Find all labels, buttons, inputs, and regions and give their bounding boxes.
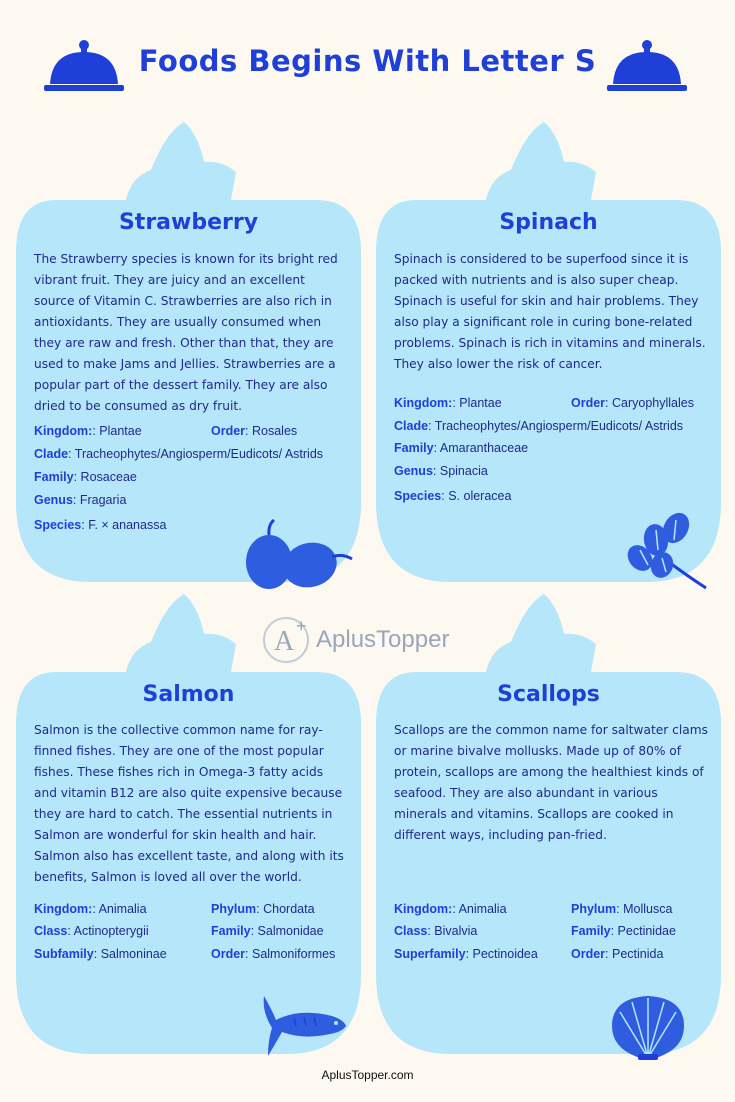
svg-text:+: +: [296, 616, 307, 636]
fish-icon: [254, 990, 349, 1060]
fact-genus: Genus: Spinacia: [394, 464, 488, 478]
fact-kingdom: Kingdom:: Plantae: [34, 424, 142, 438]
card-title: Strawberry: [118, 210, 259, 235]
fact-family: Family: Pectinidae: [571, 924, 676, 938]
fact-subfamily: Subfamily: Salmoninae: [34, 947, 167, 961]
fact-order: Order: Pectinida: [571, 947, 664, 961]
fact-family: Family: Amaranthaceae: [394, 441, 529, 455]
card-description: Spinach is considered to be superfood since it is packed with nutrients and is also super cheap. Spinach is useful for skin and hair problems. They also play a significant role in curing bone-related problems. Spinach is rich in vitamins and minerals. They also lower the risk of cancer.: [394, 252, 706, 371]
fact-phylum: Phylum: Chordata: [211, 902, 315, 916]
strawberry-card: [16, 122, 361, 592]
card-description: Scallops are the common name for saltwater clams or marine bivalve mollusks. Made up of 80% of protein, scallops are among the healthiest kinds of seafood. They are also abundant in various minerals and vitamins. Scallops are cooked in different ways, including pan-fried.: [394, 723, 708, 842]
card-title: Spinach: [499, 210, 598, 235]
fact-family: Family: Rosaceae: [34, 470, 137, 484]
fact-family: Family: Salmonidae: [211, 924, 324, 938]
scallop-shell-icon: [608, 992, 688, 1062]
logo-icon: [262, 610, 316, 666]
fact-superfamily: Superfamily: Pectinoidea: [394, 947, 538, 961]
fact-phylum: Phylum: Mollusca: [571, 902, 673, 916]
fact-clade: Clade: Tracheophytes/Angiosperm/Eudicots/ Astrids: [394, 419, 684, 433]
footer-site: AplusTopper.com: [321, 1068, 414, 1082]
card-title: Scallops: [497, 682, 600, 707]
fact-clade: Clade: Tracheophytes/Angiosperm/Eudicots/ Astrids: [34, 447, 324, 461]
page-title: Foods Begins With Letter S: [138, 44, 597, 78]
fact-species: Species: S. oleracea: [394, 489, 512, 503]
spinach-leaf-icon: [626, 510, 711, 590]
fact-order: Order: Caryophyllales: [571, 396, 694, 410]
fact-kingdom: Kingdom:: Animalia: [394, 902, 507, 916]
fact-genus: Genus: Fragaria: [34, 493, 127, 507]
fact-kingdom: Kingdom:: Animalia: [34, 902, 147, 916]
cloche-icon: [607, 38, 687, 98]
card-description: The Strawberry species is known for its bright red vibrant fruit. They are juicy and an excellent source of Vitamin C. Strawberries are also rich in antioxidants. They are usually consumed when they are raw and fresh. Other than that, they are used to make Jams and Jellies. Strawberries are a popular part of the dessert family. They are also dried to be consumed as dry fruit.: [34, 252, 338, 413]
fact-order: Order: Rosales: [211, 424, 298, 438]
watermark-logo: [262, 610, 482, 670]
fruit-icon: [244, 517, 354, 592]
card-title: Salmon: [142, 682, 235, 707]
fact-class: Class: Actinopterygii: [34, 924, 149, 938]
card-description: Salmon is the collective common name for ray-finned fishes. They are one of the most popular fishes. These fishes rich in Omega-3 fatty acids and vitamin B12 are also quite expensive because they are hard to catch. The essential nutrients in Salmon are wonderful for skin health and hair. Salmon also has excellent taste, and along with its benefits, Salmon is loved all over the world.: [34, 723, 344, 884]
fact-class: Class: Bivalvia: [394, 924, 478, 938]
watermark-text: AplusTopper: [316, 626, 450, 653]
fact-order: Order: Salmoniformes: [211, 947, 336, 961]
spinach-card: [376, 122, 721, 592]
fact-species: Species: F. × ananassa: [34, 518, 167, 532]
fact-kingdom: Kingdom:: Plantae: [394, 396, 502, 410]
svg-text:A: A: [274, 626, 295, 657]
